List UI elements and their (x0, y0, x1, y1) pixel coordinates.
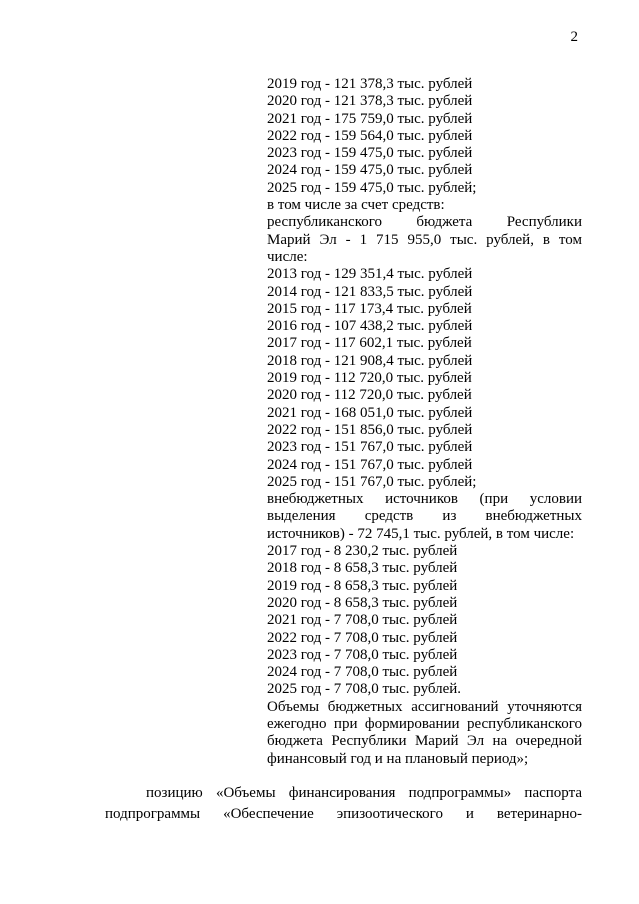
text-line: 2020 год - 121 378,3 тыс. рублей (267, 93, 473, 110)
text-line: 2014 год - 121 833,5 тыс. рублей (267, 283, 473, 300)
text-line: финансовый год и на плановый период»; (267, 750, 529, 767)
text-line: 2023 год - 151 767,0 тыс. рублей (267, 439, 473, 456)
text-line: 2020 год - 112 720,0 тыс. рублей (267, 387, 472, 404)
text-line: Объемы бюджетных ассигнований уточняются (267, 698, 582, 715)
text-line: бюджета Республики Марий Эл на очередной (267, 733, 582, 750)
financing-text-block (267, 76, 582, 768)
text-line: 2015 год - 117 173,4 тыс. рублей (267, 300, 472, 317)
text-line: 2019 год - 121 378,3 тыс. рублей (267, 76, 473, 92)
text-line: внебюджетных источников (при условии (267, 491, 582, 508)
text-line: источников) - 72 745,1 тыс. рублей, в том числе: (267, 525, 575, 542)
text-line: 2017 год - 117 602,1 тыс. рублей (267, 335, 472, 352)
text-line: 2021 год - 175 759,0 тыс. рублей (267, 110, 473, 127)
text-line: 2021 год - 7 708,0 тыс. рублей (267, 612, 458, 629)
text-line: 2019 год - 8 658,3 тыс. рублей (267, 577, 458, 594)
text-line: республиканского бюджета Республики (267, 214, 582, 231)
text-line: 2025 год - 159 475,0 тыс. рублей; (267, 179, 477, 196)
text-line: 2019 год - 112 720,0 тыс. рублей (267, 370, 472, 387)
text-line: 2017 год - 8 230,2 тыс. рублей (267, 543, 458, 560)
text-line: 2021 год - 168 051,0 тыс. рублей (267, 404, 473, 421)
text-line: выделения средств из внебюджетных (267, 508, 582, 525)
text-line: позицию «Объемы финансирования подпрограммы» паспорта (146, 785, 582, 801)
text-line: 2022 год - 7 708,0 тыс. рублей (267, 629, 458, 646)
page-number: 2 (570, 29, 578, 45)
text-line: 2025 год - 151 767,0 тыс. рублей; (267, 473, 477, 490)
text-line: 2024 год - 151 767,0 тыс. рублей (267, 456, 473, 473)
text-line: в том числе за счет средств: (267, 197, 445, 214)
text-line: 2022 год - 151 856,0 тыс. рублей (267, 421, 473, 438)
text-line: 2023 год - 159 475,0 тыс. рублей (267, 145, 473, 162)
text-line: 2024 год - 159 475,0 тыс. рублей (267, 162, 473, 179)
text-line: 2023 год - 7 708,0 тыс. рублей (267, 646, 458, 663)
text-line: ежегодно при формировании республиканского (267, 715, 582, 732)
text-line: 2018 год - 8 658,3 тыс. рублей (267, 560, 458, 577)
text-line: Марий Эл - 1 715 955,0 тыс. рублей, в том (267, 231, 582, 248)
text-line: подпрограммы «Обеспечение эпизоотического и ветеринарно- (105, 806, 582, 822)
text-line: 2024 год - 7 708,0 тыс. рублей (267, 664, 458, 681)
text-line: 2025 год - 7 708,0 тыс. рублей. (267, 681, 462, 698)
text-line: 2020 год - 8 658,3 тыс. рублей (267, 594, 458, 611)
text-line: числе: (267, 248, 308, 265)
text-line: 2016 год - 107 438,2 тыс. рублей (267, 318, 473, 335)
text-line: 2013 год - 129 351,4 тыс. рублей (267, 266, 473, 283)
body-paragraph (105, 783, 582, 825)
text-line: 2018 год - 121 908,4 тыс. рублей (267, 352, 473, 369)
text-line: 2022 год - 159 564,0 тыс. рублей (267, 127, 473, 144)
